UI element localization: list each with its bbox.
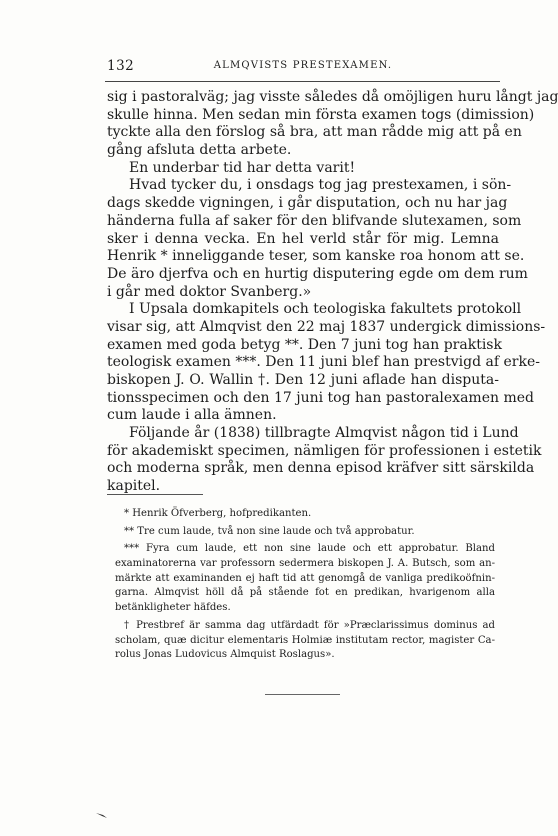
body-line: visar sig, att Almqvist den 22 maj 1837 undergick dimissions- [107,318,546,335]
body-line: De äro djerfva och en hurtig disputering egde om dem rum [107,265,528,282]
footnote-line: rolus Jonas Ludovicus Almquist Roslagus». [115,649,335,661]
body-line: examen med goda betyg **. Den 7 juni tog han praktisk [107,336,502,353]
body-line: kapitel. [107,478,161,495]
body-line: Henrik * inneliggande teser, som kanske roa honom att se. [107,248,525,265]
body-line: sig i pastoralväg; jag visste således då omöjligen huru långt jag [107,89,558,105]
body-line: Hvad tycker du, i onsdags tog jag prestexamen, i sön- [129,177,512,194]
body-line: händerna fulla af saker för den blifvande slutexamen, som [107,212,522,229]
footnote-line: examinatorerna var professorn sedermera biskopen J. A. Butsch, som an- [115,558,495,570]
body-line: biskopen J. O. Wallin †. Den 12 juni aflade han disputa- [107,372,499,388]
body-line: skulle hinna. Men sedan min första examen togs (dimission) [107,106,535,123]
body-line: sker i denna vecka. En hel verld står för mig. Lemna [107,230,499,247]
footnote-rule [107,494,203,495]
body-line: Följande år (1838) tillbragte Almqvist någon tid i Lund [129,425,519,442]
body-line: och moderna språk, men denna episod kräfver sitt särskilda [107,460,535,477]
body-line: gång afsluta detta arbete. [107,142,292,159]
footnotes [115,507,495,663]
footnote-line: *** Fyra cum laude, ett non sine laude och ett approbatur. Bland [124,543,495,555]
body-line: tionsspecimen och den 17 juni tog han pastoralexamen med [107,389,534,406]
footnote-line: * Henrik Öfverberg, hofpredikanten. [124,508,312,519]
end-rule [265,694,340,695]
footnote-line: scholam, quæ dicitur elementaris Holmiæ institutam rector, magister Ca- [115,634,495,646]
footnote-line: garna. Almqvist höll då på stående fot en predikan, hvarigenom alla [115,587,495,599]
page-number: 132 [107,58,135,74]
ink-mark [96,812,108,819]
body-line: för akademiskt specimen, nämligen för professionen i estetik [107,442,542,459]
footnote-line: ** Tre cum laude, två non sine laude och två approbatur. [124,525,415,537]
body-text [107,89,558,496]
footnote-line: märkte att examinanden ej haft tid att genomgå de vanliga predikoöfnin- [115,572,495,584]
body-line: I Upsala domkapitels och teologiska fakultets protokoll [129,301,522,318]
footnote-line: betänkligheter häfdes. [115,602,231,614]
header-rule [105,81,500,82]
body-line: En underbar tid har detta varit! [129,159,356,176]
running-title: ALMQVISTS PRESTEXAMEN. [213,60,393,71]
body-line: cum laude i alla ämnen. [107,407,277,424]
footnote-line: † Prestbref är samma dag utfärdadt för »Præclarissimus dominus ad [124,619,495,631]
body-line: dags skedde vigningen, i går disputation, och nu har jag [107,195,508,212]
body-line: teologisk examen ***. Den 11 juni blef han prestvigd af erke- [107,354,540,371]
body-line: tyckte alla den förslog så bra, att man rådde mig att på en [107,124,522,141]
body-line: i går med doktor Svanberg.» [107,283,312,300]
page-header [107,58,499,80]
